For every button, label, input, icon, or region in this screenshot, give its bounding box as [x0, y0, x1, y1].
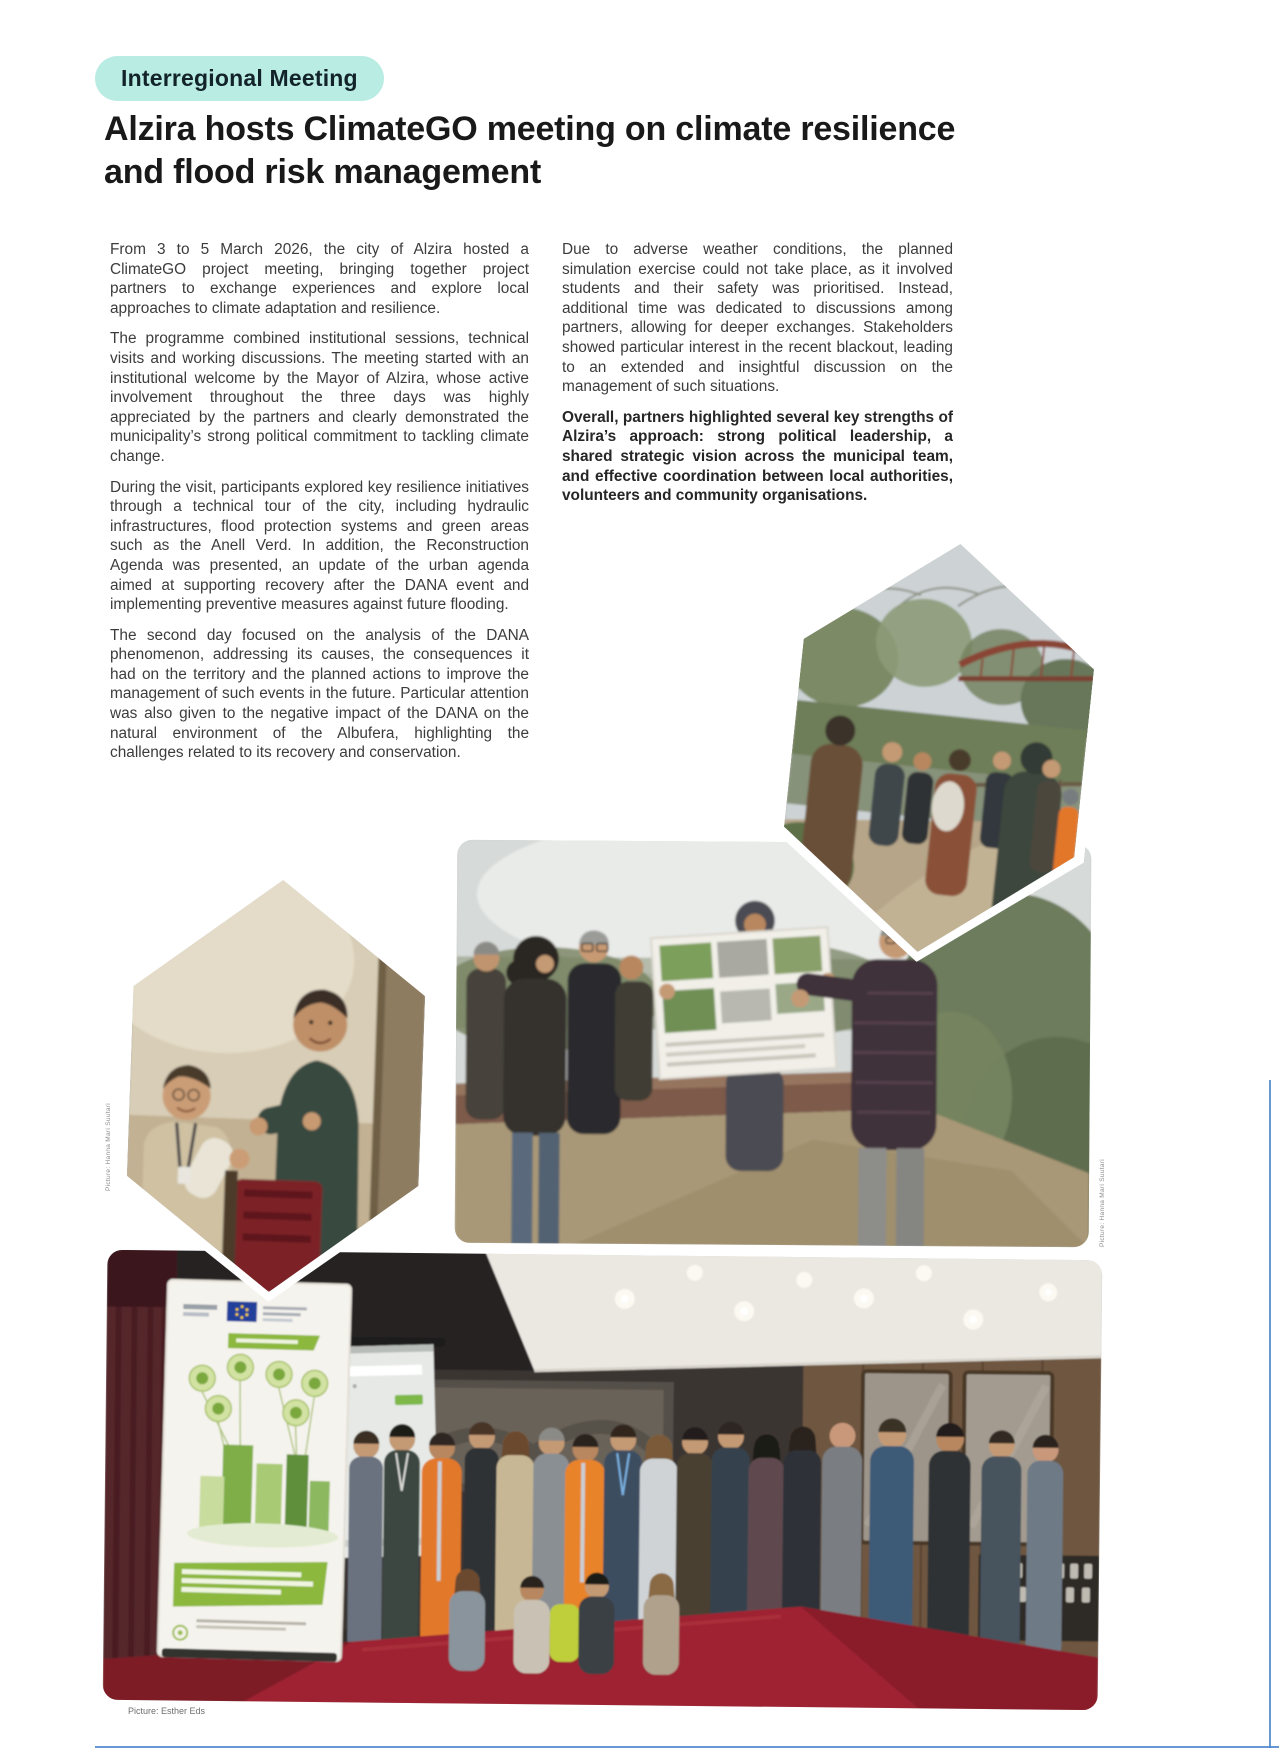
paragraph: From 3 to 5 March 2026, the city of Alzira hosted a ClimateGO project meeting, bringing together project partners to exchange experiences and explore local approaches to climate adaptation and resilience. — [110, 241, 529, 317]
photo-speakers-hexagon — [113, 865, 440, 1308]
category-badge: Interregional Meeting — [95, 56, 384, 101]
paragraph: During the visit, participants explored key resilience initiatives through a technical tour of the city, including hydraulic infrastructures, flood protection systems and green areas such as the Anell Verd. In addition, the Reconstruction Agenda was presented, an update of the urban agenda aimed at supporting recovery after the DANA event and implementing preventive measures against future flooding. — [110, 478, 529, 614]
photo-group-conference — [103, 1250, 1103, 1710]
photo-riverside-hexagon — [761, 518, 1116, 978]
photo-credit-bottom: Picture: Esther Eds — [128, 1706, 206, 1716]
page-edge-line-horizontal — [95, 1746, 1279, 1748]
page-edge-line-vertical — [1269, 1080, 1271, 1748]
paragraph: Due to adverse weather conditions, the planned simulation exercise could not take place, as it involved students and their safety was prioritised. Instead, additional time was dedicated to discussions among partners, allowing for deeper exchanges. Stakeholders showed particular interest in the recent blackout, leading to an extended and insightful discussion on the management of such situations. — [562, 241, 953, 396]
paragraph: The programme combined institutional sessions, technical visits and working discussions. The meeting started with an institutional welcome by the Mayor of Alzira, whose active involvement throughout the three days was highly appreciated by the partners and clearly demonstrated the municipality’s strong political commitment to tackling climate change. — [110, 330, 529, 465]
paragraph-highlight: Overall, partners highlighted several key strengths of Alzira’s approach: strong political leadership, a shared strategic vision across the municipal team, and effective coordination between local authorities, volunteers and community organisations. — [562, 408, 953, 505]
article-right-column — [562, 240, 953, 517]
photo-credit-left: Picture: Hanna Mari Suutari — [105, 1103, 112, 1191]
photo-credit-right: Picture: Hanna Mari Suutari — [1099, 1159, 1106, 1247]
paragraph: The second day focused on the analysis of the DANA phenomenon, addressing its causes, the consequences it had on the territory and the planned actions to improve the management of such events in the future. Particular attention was also given to the negative impact of the DANA on the natural environment of the Albufera, highlighting the challenges related to its recovery and conservation. — [110, 626, 529, 762]
article-title: Alzira hosts ClimateGO meeting on climate resilience and flood risk management — [104, 110, 956, 191]
article-left-column — [110, 240, 529, 774]
